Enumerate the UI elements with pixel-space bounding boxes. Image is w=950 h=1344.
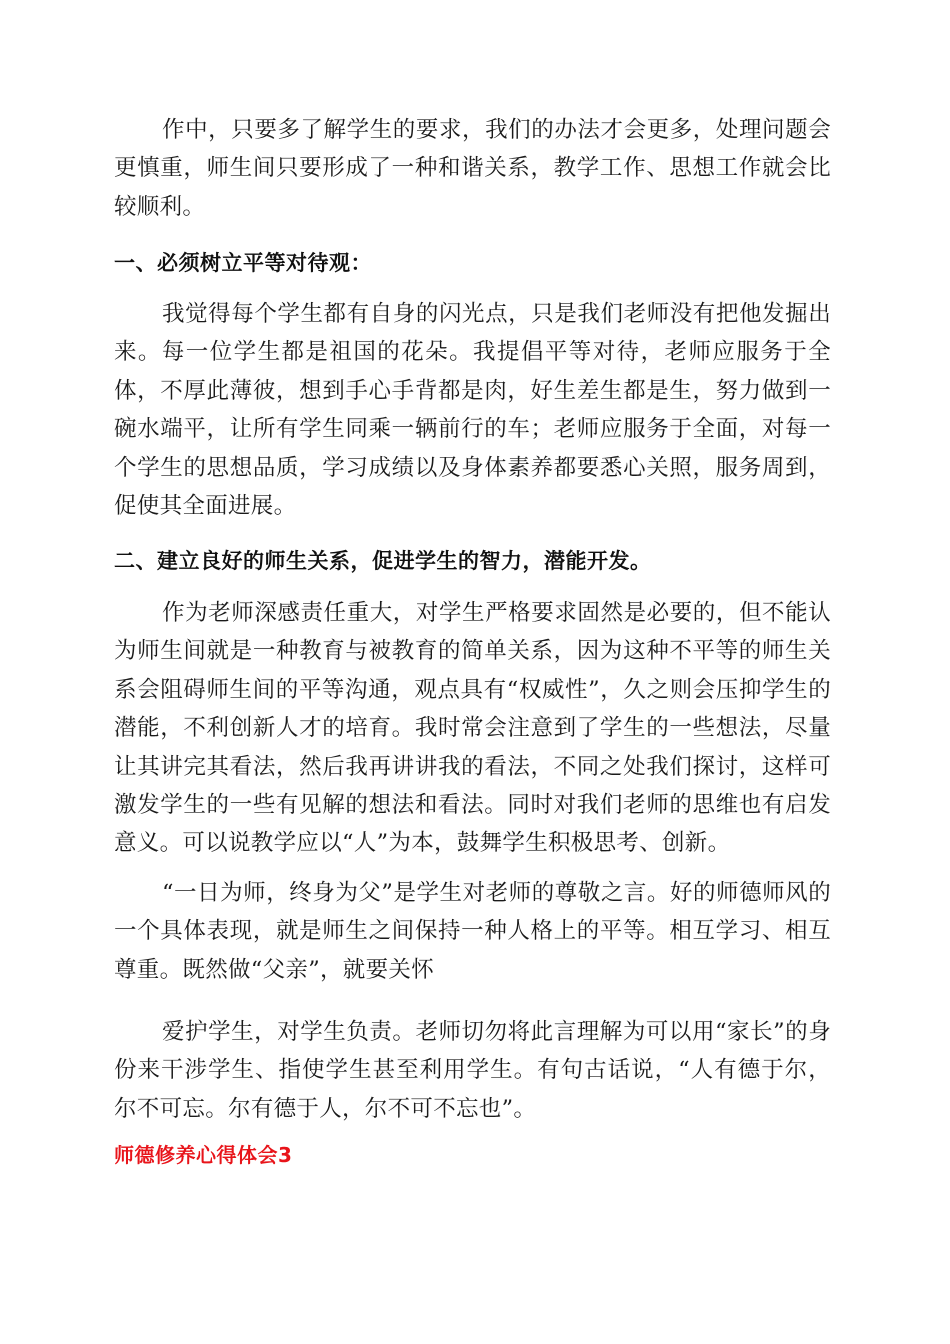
heading-teacher-student-relation: 二、建立良好的师生关系，促进学生的智力，潜能开发。	[114, 549, 652, 573]
paragraph-care-for-students: 爱护学生，对学生负责。老师切勿将此言理解为可以用“家长”的身份来干涉学生、指使学生甚至利用学生。有句古话说，“人有德于尔，尔不可忘。尔有德于人，尔不可不忘也”。	[114, 1019, 831, 1122]
paragraph-intro: 作中，只要多了解学生的要求，我们的办法才会更多，处理问题会更慎重，师生间只要形成了一种和谐关系，教学工作、思想工作就会比较顺利。	[114, 117, 831, 220]
paragraph-equal-treatment: 我觉得每个学生都有自身的闪光点，只是我们老师没有把他发掘出来。每一位学生都是祖国的花朵。我提倡平等对待，老师应服务于全体，不厚此薄彼，想到手心手背都是肉，好生差生都是生，努力做到一碗水端平，让所有学生同乘一辆前行的车；老师应服务于全面，对每一个学生的思想品质，学习成绩以及身体素养都要悉心关照，服务周到，促使其全面进展。	[114, 301, 831, 520]
paragraph-teacher-as-father: “一日为师，终身为父”是学生对老师的尊敬之言。好的师德师风的一个具体表现，就是师生之间保持一种人格上的平等。相互学习、相互尊重。既然做“父亲”，就要关怀	[114, 880, 831, 983]
section-title: 师德修养心得体会3	[114, 1143, 293, 1167]
paragraph-teacher-student-relation: 作为老师深感责任重大，对学生严格要求固然是必要的，但不能认为师生间就是一种教育与被教育的简单关系，因为这种不平等的师生关系会阻碍师生间的平等沟通，观点具有“权威性”，久之则会压抑学生的潜能，不利创新人才的培育。我时常会注意到了学生的一些想法，尽量让其讲完其看法，然后我再讲讲我的看法，不同之处我们探讨，这样可激发学生的一些有见解的想法和看法。同时对我们老师的思维也有启发意义。可以说教学应以“人”为本，鼓舞学生积极思考、创新。	[114, 600, 831, 857]
heading-equal-treatment: 一、必须树立平等对待观：	[114, 251, 372, 275]
